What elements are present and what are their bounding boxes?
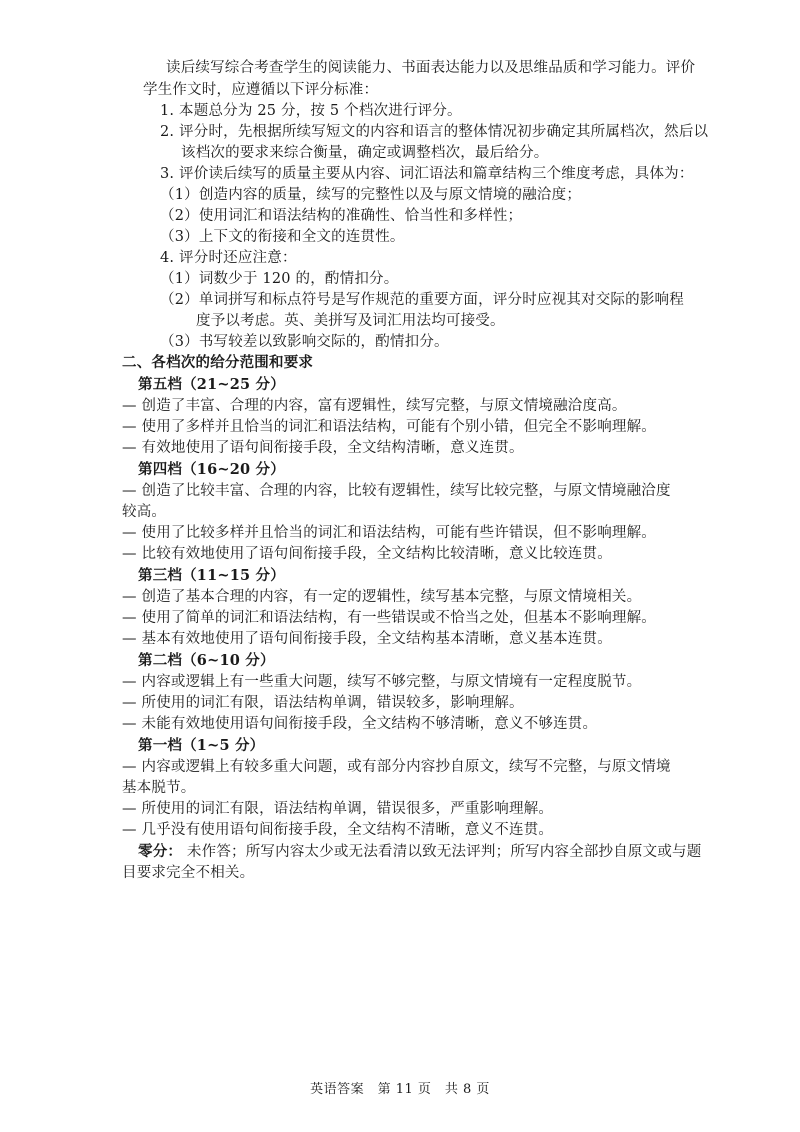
grade5-line-2: — 使用了多样并且恰当的词汇和语法结构，可能有个别小错，但完全不影响理解。 — [122, 419, 657, 435]
grade4-title: 第四档（16~20 分） — [138, 461, 285, 478]
rule-4-2a: （2）单词拼写和标点符号是写作规范的重要方面，评分时应视其对交际的影响程 — [160, 292, 684, 308]
grade1-line-1b: 基本脱节。 — [122, 780, 196, 796]
rule-3-1: （1）创造内容的质量，续写的完整性以及与原文情境的融洽度； — [160, 187, 582, 203]
grade1-title: 第一档（1~5 分） — [138, 737, 265, 754]
grade2-line-1: — 内容或逻辑上有一些重大问题，续写不够完整，与原文情境有一定程度脱节。 — [122, 674, 642, 690]
grade2-line-2: — 所使用的词汇有限，语法结构单调，错误较多，影响理解。 — [122, 695, 524, 711]
zero-score-label: 零分： — [138, 843, 183, 860]
rule-4-2b: 度予以考虑。英、美拼写及词汇用法均可接受。 — [196, 313, 505, 329]
zero-score-line — [138, 842, 701, 862]
grade4-line-3: — 比较有效地使用了语句间衔接手段，全文结构比较清晰，意义比较连贯。 — [122, 546, 612, 562]
rule-4: 4. 评分时还应注意： — [160, 250, 297, 266]
rule-4-1: （1）词数少于 120 的，酌情扣分。 — [160, 271, 399, 287]
rule-3-2: （2）使用词汇和语法结构的准确性、恰当性和多样性； — [160, 208, 523, 224]
intro-line-1: 读后续写综合考查学生的阅读能力、书面表达能力以及思维品质和学习能力。评价 — [166, 60, 696, 76]
intro-line-2: 学生作文时，应遵循以下评分标准： — [143, 82, 379, 98]
rule-4-3: （3）书写较差以致影响交际的，酌情扣分。 — [160, 334, 449, 350]
grade3-line-2: — 使用了简单的词汇和语法结构，有一些错误或不恰当之处，但基本不影响理解。 — [122, 610, 657, 626]
grade4-line-1a: — 创造了比较丰富、合理的内容，比较有逻辑性，续写比较完整，与原文情境融洽度 — [122, 483, 671, 499]
rule-3-3: （3）上下文的衔接和全文的连贯性。 — [160, 229, 405, 245]
rule-1: 1. 本题总分为 25 分，按 5 个档次进行评分。 — [160, 103, 462, 119]
grade3-line-1: — 创造了基本合理的内容，有一定的逻辑性，续写基本完整，与原文情境相关。 — [122, 589, 642, 605]
grade3-title: 第三档（11~15 分） — [138, 567, 285, 584]
grade2-title: 第二档（6~10 分） — [138, 652, 275, 669]
grade1-line-1a: — 内容或逻辑上有较多重大问题，或有部分内容抄自原文，续写不完整，与原文情境 — [122, 759, 671, 775]
zero-score-text-2: 目要求完全不相关。 — [122, 865, 255, 881]
grade2-line-3: — 未能有效地使用语句间衔接手段，全文结构不够清晰，意义不够连贯。 — [122, 716, 598, 732]
grade5-line-1: — 创造了丰富、合理的内容，富有逻辑性，续写完整，与原文情境融洽度高。 — [122, 398, 627, 414]
grade5-title: 第五档（21~25 分） — [138, 376, 285, 393]
rule-2a: 2. 评分时，先根据所续写短文的内容和语言的整体情况初步确定其所属档次，然后以 — [160, 124, 709, 140]
rule-3: 3. 评价读后续写的质量主要从内容、词汇语法和篇章结构三个维度考虑，具体为： — [160, 166, 694, 182]
rule-2b: 该档次的要求来综合衡量，确定或调整档次，最后给分。 — [181, 145, 549, 161]
section-title: 二、各档次的给分范围和要求 — [122, 354, 314, 371]
grade3-line-3: — 基本有效地使用了语句间衔接手段，全文结构基本清晰，意义基本连贯。 — [122, 631, 612, 647]
grade4-line-2: — 使用了比较多样并且恰当的词汇和语法结构，可能有些许错误，但不影响理解。 — [122, 525, 657, 541]
grade4-line-1b: 较高。 — [122, 504, 167, 520]
grade5-line-3: — 有效地使用了语句间衔接手段，全文结构清晰，意义连贯。 — [122, 440, 524, 456]
grade1-line-3: — 几乎没有使用语句间衔接手段，全文结构不清晰，意义不连贯。 — [122, 822, 554, 838]
page-footer: 英语答案 第 11 页 共 8 页 — [310, 1082, 490, 1097]
grade1-line-2: — 所使用的词汇有限，语法结构单调，错误很多，严重影响理解。 — [122, 801, 554, 817]
zero-score-text: 未作答；所写内容太少或无法看清以致无法评判；所写内容全部抄自原文或与题 — [186, 844, 702, 860]
